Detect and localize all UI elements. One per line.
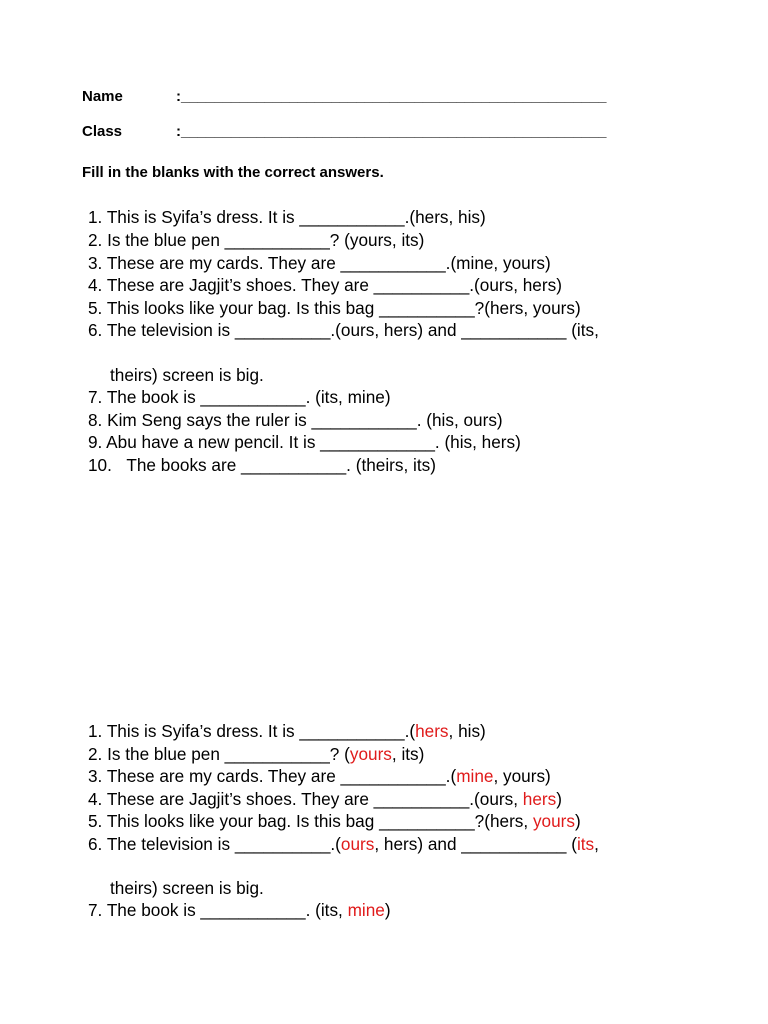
answer-number: 4. <box>88 789 103 809</box>
answer-1 <box>88 721 486 742</box>
answer-highlight: yours <box>349 744 392 764</box>
question-number: 2. <box>88 230 103 250</box>
question-number: 5. <box>88 298 103 318</box>
answer-highlight: mine <box>347 900 385 920</box>
answer-text-after: , his) <box>448 721 486 741</box>
answer-3 <box>88 766 551 787</box>
question-text: The television is __________.(ours, hers) and ___________ (its, <box>106 320 599 340</box>
name-label: Name <box>82 88 123 105</box>
answer-highlight: hers <box>522 789 557 809</box>
answer-6-continued: theirs) screen is big. <box>110 878 264 898</box>
answer-number: 3. <box>88 766 103 786</box>
answer-text-before: The book is ___________. (its, <box>106 900 348 920</box>
answer-highlight: ours <box>340 834 375 854</box>
answer-text-before: This looks like your bag. Is this bag __________?(hers, <box>106 811 533 831</box>
question-number: 7. <box>88 387 103 407</box>
question-10 <box>88 455 436 476</box>
answer-text-before: These are Jagjit’s shoes. They are __________.(ours, <box>106 789 523 809</box>
answer-text-after: , its) <box>391 744 425 764</box>
answer-text-before: These are my cards. They are ___________.( <box>106 766 457 786</box>
answer-text-after: , yours) <box>493 766 551 786</box>
answer-text-middle: , hers) and ___________ ( <box>374 834 577 854</box>
question-number: 8. <box>88 410 103 430</box>
answer-text-before: This is Syifa’s dress. It is ___________.( <box>106 721 416 741</box>
answer-highlight: hers <box>415 721 449 741</box>
answer-text-before: The television is __________.( <box>106 834 341 854</box>
question-5 <box>88 298 581 319</box>
question-number: 9. <box>88 432 103 452</box>
answer-number: 1. <box>88 721 103 741</box>
answer-2 <box>88 744 424 765</box>
question-text: Kim Seng says the ruler is ___________. (his, ours) <box>107 410 503 430</box>
question-number: 4. <box>88 275 103 295</box>
question-text: These are Jagjit’s shoes. They are __________.(ours, hers) <box>106 275 562 295</box>
question-number: 6. <box>88 320 103 340</box>
question-2 <box>88 230 424 251</box>
answer-highlight: yours <box>532 811 575 831</box>
answer-highlight: mine <box>456 766 494 786</box>
name-field[interactable]: :___________________________________________________ <box>176 88 607 105</box>
instruction-text: Fill in the blanks with the correct answers. <box>82 164 384 181</box>
answer-7 <box>88 900 391 921</box>
question-6 <box>88 320 599 341</box>
question-6-continued: theirs) screen is big. <box>110 365 264 385</box>
question-number: 3. <box>88 253 103 273</box>
question-1 <box>88 207 486 228</box>
question-9 <box>88 432 521 453</box>
question-text: The book is ___________. (its, mine) <box>106 387 391 407</box>
question-number: 10. <box>88 455 112 475</box>
class-field[interactable]: :___________________________________________________ <box>176 123 607 140</box>
question-3 <box>88 253 551 274</box>
answer-highlight-2: its <box>576 834 595 854</box>
answer-6 <box>88 834 599 855</box>
answer-text-after: , <box>594 834 599 854</box>
question-text: The books are ___________. (theirs, its) <box>126 455 436 475</box>
answer-number: 5. <box>88 811 103 831</box>
answer-number: 6. <box>88 834 103 854</box>
class-label: Class <box>82 123 123 140</box>
question-text: These are my cards. They are ___________.(mine, yours) <box>106 253 551 273</box>
answer-text-after: ) <box>574 811 581 831</box>
answer-5 <box>88 811 581 832</box>
question-text: Abu have a new pencil. It is ____________. (his, hers) <box>106 432 521 452</box>
answer-number: 7. <box>88 900 103 920</box>
answer-4 <box>88 789 562 810</box>
answer-text-before: Is the blue pen ___________? ( <box>107 744 350 764</box>
answer-text-after: ) <box>556 789 562 809</box>
question-text: Is the blue pen ___________? (yours, its) <box>107 230 425 250</box>
answer-number: 2. <box>88 744 103 764</box>
question-number: 1. <box>88 207 103 227</box>
question-8 <box>88 410 503 431</box>
question-text: This looks like your bag. Is this bag __________?(hers, yours) <box>106 298 581 318</box>
question-4 <box>88 275 562 296</box>
answer-text-after: ) <box>384 900 391 920</box>
question-text: This is Syifa’s dress. It is ___________.(hers, his) <box>106 207 486 227</box>
question-7 <box>88 387 391 408</box>
